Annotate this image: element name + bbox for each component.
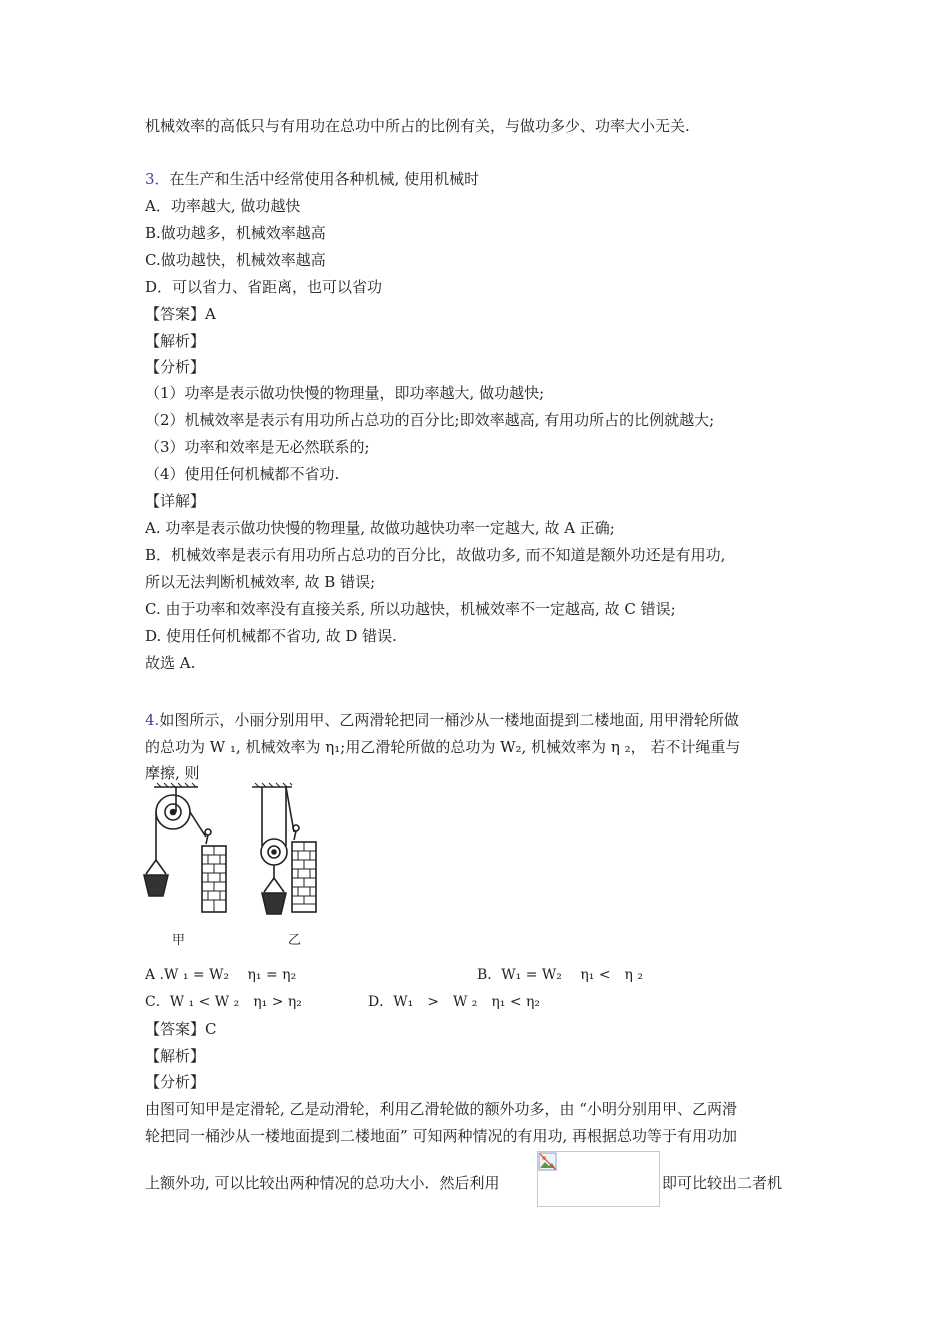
q4-stem-3: 摩擦, 则 [145,764,200,782]
q4-analysis-1: 由图可知甲是定滑轮, 乙是动滑轮，利用乙滑轮做的额外功多，由 “小明分别用甲、乙两滑 [145,1100,737,1118]
q3-answer: 【答案】A [145,305,216,323]
q4-option-d: D．W₁ > W ₂ η₁ < η₂ [368,994,541,1010]
q4-option-b: B．W₁ = W₂ η₁ < η ₂ [477,967,644,983]
q3-analysis-4: （4）使用任何机械都不省功. [145,465,340,483]
q3-number: 3． [145,170,170,188]
q3-fenxi-label: 【分析】 [145,358,206,376]
pulley-figure [140,782,340,952]
q3-detail-3: 所以无法判断机械效率, 故 B 错误; [145,573,376,591]
q3-detail-1: A. 功率是表示做功快慢的物理量, 故做功越快功率一定越大, 故 A 正确; [145,519,615,537]
q4-option-a: A .W ₁ = W₂ η₁ = η₂ [145,967,297,983]
q3-detail-2: B．机械效率是表示有用功所占总功的百分比，故做功多, 而不知道是额外功还是有用功, [145,546,726,564]
q4-answer: 【答案】C [145,1020,217,1038]
figure-label-yi: 乙 [288,933,302,948]
q3-stem-line [145,168,479,190]
broken-formula-image [537,1151,660,1207]
q3-option-c: C.做功越快，机械效率越高 [145,251,326,269]
q4-stem-2: 的总功为 W ₁, 机械效率为 η₁;用乙滑轮所做的总功为 W₂, 机械效率为 η ₂， 若不计绳重与 [145,738,741,756]
q3-stem: 在生产和生活中经常使用各种机械, 使用机械时 [169,170,480,188]
q3-detail-5: D. 使用任何机械都不省功, 故 D 错误. [145,627,397,645]
intro-text: 机械效率的高低只与有用功在总功中所占的比例有关，与做功多少、功率大小无关. [145,117,690,135]
q4-stem-1: 如图所示，小丽分别用甲、乙两滑轮把同一桶沙从一楼地面提到二楼地面, 用甲滑轮所做 [159,711,739,729]
q3-detail-6: 故选 A. [145,654,196,672]
pulley-diagram [140,782,340,952]
q3-detail-4: C. 由于功率和效率没有直接关系, 所以功越快，机械效率不一定越高, 故 C 错误; [145,600,676,618]
q4-jiexi-label: 【解析】 [145,1047,206,1065]
q4-number: 4. [145,711,160,729]
q4-analysis-4: 即可比较出二者机 [662,1174,783,1192]
q3-jiexi-label: 【解析】 [145,332,206,350]
figure-label-jia: 甲 [172,933,186,948]
q3-analysis-3: （3）功率和效率是无必然联系的; [145,438,370,456]
q3-analysis-2: （2）机械效率是表示有用功所占总功的百分比;即效率越高, 有用功所占的比例就越大; [145,411,715,429]
q3-detail-label: 【详解】 [145,492,206,510]
q4-fenxi-label: 【分析】 [145,1073,206,1091]
q3-analysis-1: （1）功率是表示做功快慢的物理量，即功率越大, 做功越快; [145,384,545,402]
q3-option-d: D．可以省力、省距离，也可以省功 [145,278,383,296]
q4-option-c: C．W ₁ < W ₂ η₁ > η₂ [145,994,302,1010]
q3-option-b: B.做功越多，机械效率越高 [145,224,326,242]
q3-option-a: A．功率越大, 做功越快 [145,197,301,215]
q4-analysis-2: 轮把同一桶沙从一楼地面提到二楼地面” 可知两种情况的有用功, 再根据总功等于有用功加 [145,1127,737,1145]
broken-image-icon [538,1152,558,1172]
q4-analysis-3: 上额外功, 可以比较出两种情况的总功大小．然后利用 [145,1174,500,1192]
q4-stem-line-1 [145,709,739,731]
